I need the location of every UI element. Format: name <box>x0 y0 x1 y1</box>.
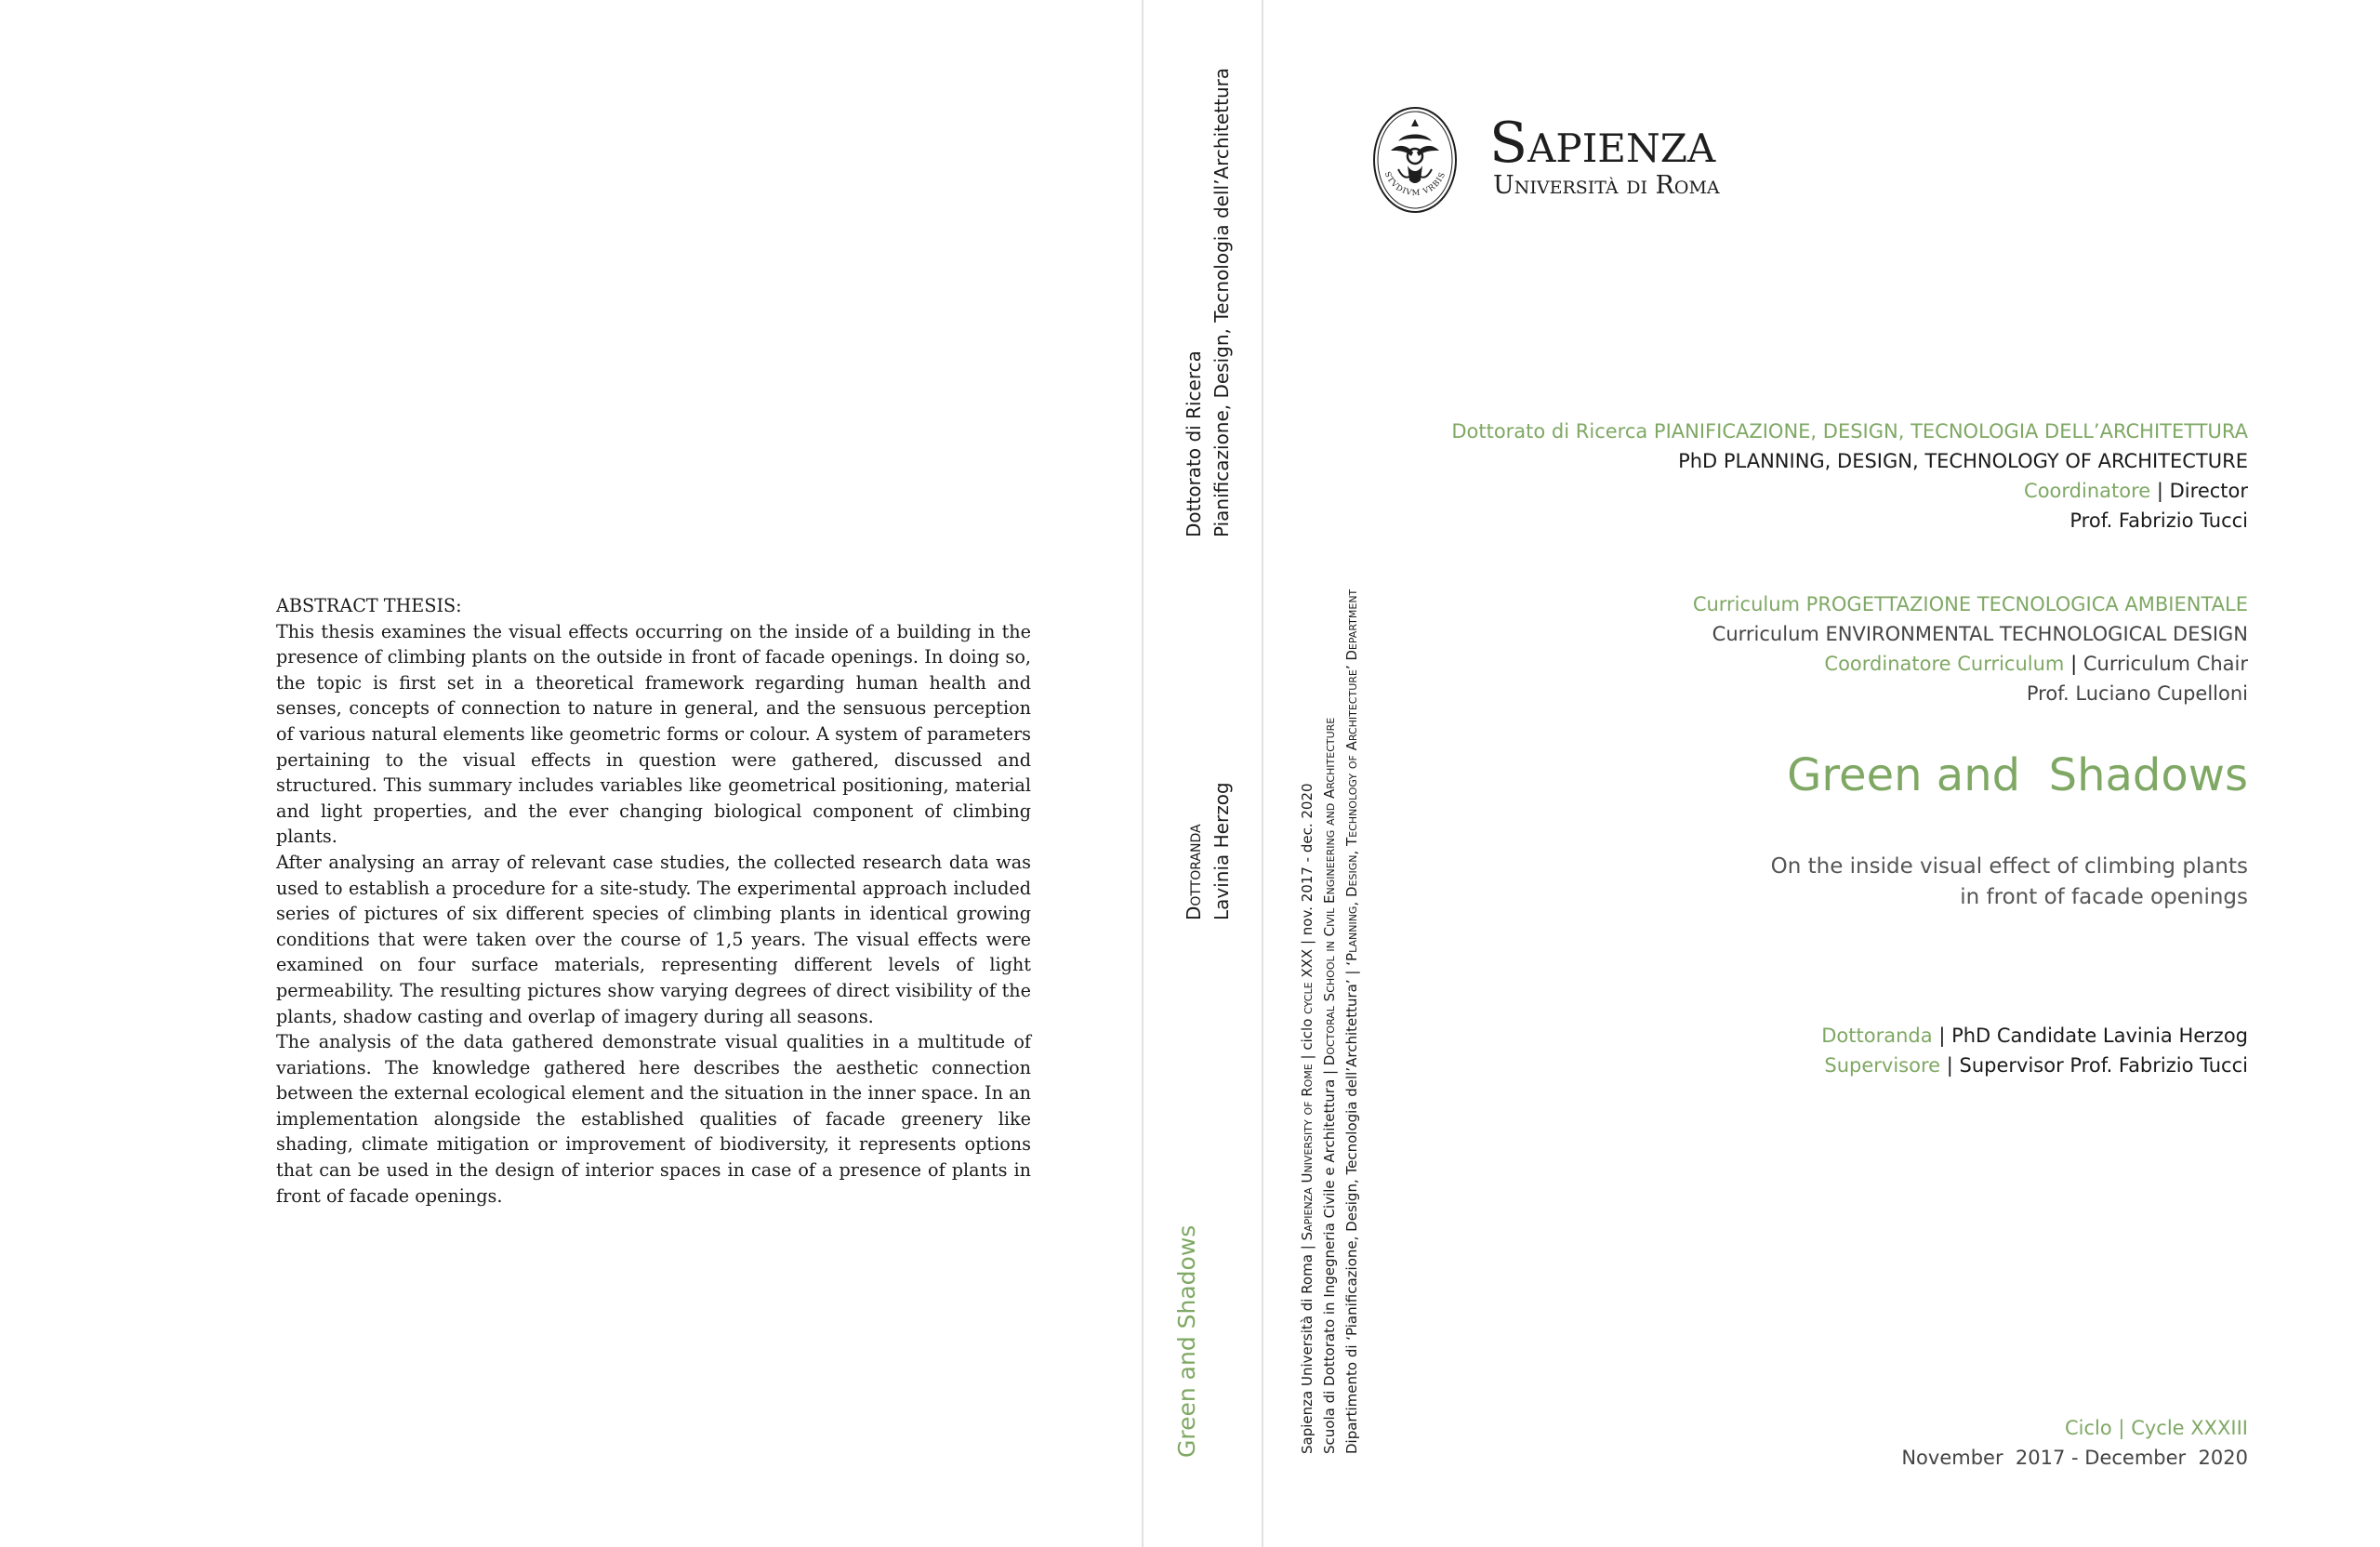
separator: | <box>2156 480 2163 502</box>
spine-candidate-name: Lavinia Herzog <box>1210 782 1233 920</box>
separator: | <box>2070 653 2078 675</box>
doctoral-school-it: Scuola di Dottorato in Ingegneria Civile e Architettura <box>1321 1078 1338 1454</box>
separator: | <box>1299 1245 1316 1250</box>
coordinator-label-it: Coordinatore <box>2024 480 2151 502</box>
spine-candidate-label: Dottoranda <box>1183 824 1205 920</box>
program-label-en: PhD PLANNING, DESIGN, TECHNOLOGY OF ARCHITECTURE <box>1678 450 2248 472</box>
abstract-paragraph: The analysis of the data gathered demonstrate visual qualities in a multitude of variations. The knowledge gathered here describes the aesthetic connection between the external ecological element and the situation in the inner space. In an implementation alongside the established qualities of facade greenery like shading, climate mitigation or improvement of biodiversity, it represents options that can be used in the design of interior spaces in case of a presence of plants in front of facade openings. <box>276 1031 1031 1207</box>
university-logo-title: Sapienza <box>1489 111 1716 176</box>
abstract-block <box>276 593 1031 1209</box>
coordinator-label-en: Director <box>2169 480 2248 502</box>
spine-book-title: Green and Shadows <box>1173 1224 1200 1458</box>
curriculum-chair-name: Prof. Luciano Cupelloni <box>2026 682 2248 705</box>
spine-info-line-3 <box>1343 589 1360 1454</box>
program-label-it: Dottorato di Ricerca PIANIFICAZIONE, DESIGN, TECNOLOGIA DELL’ARCHITETTURA <box>1451 420 2248 443</box>
sapienza-seal-icon <box>1370 104 1460 219</box>
university-logo-subtitle: Università di Roma <box>1493 171 1720 200</box>
cycle-number: XXX <box>1299 948 1316 978</box>
university-name-en: Sapienza University of Rome <box>1299 1064 1316 1241</box>
curriculum-chair-line <box>1693 649 2248 679</box>
candidate-text: PhD Candidate Lavinia Herzog <box>1951 1025 2248 1047</box>
department-it: Dipartimento di ‘Pianificazione, Design, Tecnologia dell’Architettura’ <box>1343 979 1360 1454</box>
cycle-dates: November 2017 - December 2020 <box>1901 1447 2248 1469</box>
cycle-block <box>1901 1413 2248 1473</box>
spine-right-edge <box>1262 0 1263 1547</box>
curriculum-block <box>1693 589 2248 708</box>
program-block <box>1451 416 2248 536</box>
cycle-label-en: cycle <box>1299 982 1316 1014</box>
curriculum-it: Curriculum PROGETTAZIONE TECNOLOGICA AMBIENTALE <box>1692 593 2248 615</box>
cycle-label: Ciclo <box>2065 1417 2112 1439</box>
curriculum-en: Curriculum ENVIRONMENTAL TECHNOLOGICAL DESIGN <box>1712 623 2248 645</box>
cycle-line <box>1901 1413 2248 1443</box>
candidate-label-it: Dottoranda <box>1821 1025 1933 1047</box>
spine-left-edge <box>1142 0 1144 1547</box>
abstract-paragraph: This thesis examines the visual effects occurring on the inside of a building in the presence of climbing plants on the outside in front of facade openings. In doing so, the topic is first set in a theoretical framework regarding human health and senses, concepts of connection to nature in general, and the sensuous perception of various natural elements like geometric forms or colour. A system of parameters pertaining to the visual effects in question were gathered, discussed and structured. This summary includes variables like geometrical positioning, material and light properties, and the ever changing biological component of climbing plants. <box>276 620 1031 848</box>
separator: | <box>1343 970 1360 975</box>
separator: | <box>1299 1054 1316 1060</box>
cycle-text: Cycle XXXIII <box>2131 1417 2248 1439</box>
supervisor-text: Supervisor Prof. Fabrizio Tucci <box>1959 1054 2248 1077</box>
thesis-subtitle <box>1771 852 2248 913</box>
people-block <box>1821 1021 2248 1080</box>
spine-program-name: Pianificazione, Design, Tecnologia dell’Architettura <box>1210 67 1233 537</box>
spine-dates: nov. 2017 - dec. 2020 <box>1299 783 1316 936</box>
separator: | <box>1946 1054 1953 1077</box>
supervisor-line <box>1821 1051 2248 1080</box>
coordinator-line <box>1451 476 2248 506</box>
subtitle-line: in front of facade openings <box>1960 885 2248 909</box>
spine-info-line-1 <box>1299 783 1316 1454</box>
subtitle-line: On the inside visual effect of climbing plants <box>1770 854 2248 879</box>
department-en: ‘Planning, Design, Technology of Architecture’ Department <box>1343 588 1360 966</box>
separator: | <box>2118 1417 2125 1439</box>
supervisor-label-it: Supervisore <box>1824 1054 1941 1077</box>
thesis-title: Green and Shadows <box>1787 749 2248 801</box>
separator: | <box>1321 1069 1338 1076</box>
abstract-title: ABSTRACT THESIS: <box>276 595 462 616</box>
university-name-it: Sapienza Università di Roma <box>1299 1254 1316 1454</box>
candidate-line <box>1821 1021 2248 1051</box>
spine-info-line-2 <box>1321 718 1338 1454</box>
svg-text:STVDIVM VRBIS: STVDIVM VRBIS <box>1382 170 1448 199</box>
coordinator-name: Prof. Fabrizio Tucci <box>2069 509 2248 532</box>
separator: | <box>1299 939 1316 945</box>
curriculum-chair-label-it: Coordinatore Curriculum <box>1824 653 2065 675</box>
cycle-label-it: ciclo <box>1299 1018 1316 1051</box>
doctoral-school-en: Doctoral School in Civil Engineering and Architecture <box>1321 717 1338 1066</box>
spine-program-label: Dottorato di Ricerca <box>1183 350 1205 537</box>
separator: | <box>1938 1025 1946 1047</box>
abstract-paragraph: After analysing an array of relevant case studies, the collected research data was used to establish a procedure for a site-study. The experimental approach included series of pictures of six different species of climbing plants in identical growing conditions that were taken over the course of 1,5 years. The visual effects were examined on four surface materials, representing different levels of light permeability. The resulting pictures show varying degrees of direct visibility of the plants, shadow casting and overlap of imagery during all seasons. <box>276 851 1031 1027</box>
curriculum-chair-label-en: Curriculum Chair <box>2082 653 2248 675</box>
